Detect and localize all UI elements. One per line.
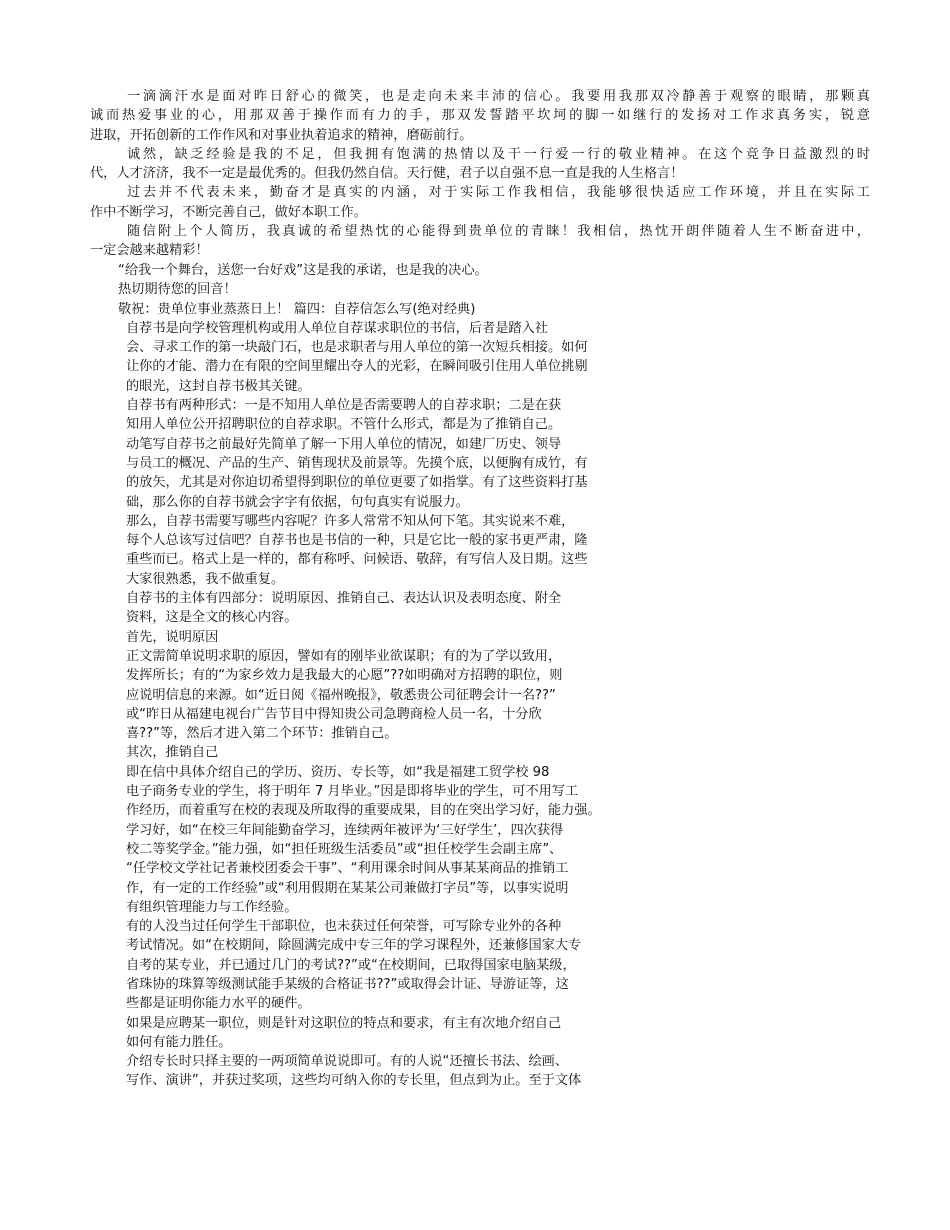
text-line: 敬祝：贵单位事业蒸蒸日上！ 篇四：自荐信怎么写(绝对经典) (118, 301, 476, 317)
text-line: 应说明信息的来源。如“近日阅《福州晚报》，敬悉贵公司征聘会计一名??” (126, 687, 556, 703)
text-line: 如何有能力胜任。 (126, 1034, 232, 1050)
text-line: 知用人单位公开招聘职位的自荐求职。不管什么形式，都是为了推销自己。 (126, 417, 562, 433)
text-line: 让你的才能、潜力在有限的空间里耀出夺人的光彩，在瞬间吸引住用人单位挑剔 (126, 359, 588, 375)
text-line: 自荐书是向学校管理机构或用人单位自荐谋求职位的书信，后者是踏入社 (126, 320, 548, 336)
text-line: 写作、演讲”，并获过奖项，这些均可纳入你的专长里，但点到为止。至于文体 (126, 1073, 582, 1089)
self-recommendation-guide-section (90, 261, 700, 1091)
text-line: 发挥所长；有的“为家乡效力是我最大的心愿”??如明确对方招聘的职位，则 (126, 668, 563, 684)
text-line: 如果是应聘某一职位，则是针对这职位的特点和要求，有主有次地介绍自己 (126, 1015, 562, 1031)
text-line: 省珠协的珠算等级测试能手某级的合格证书??”或取得会计证、导游证等，这 (126, 976, 569, 992)
text-line: 一滴滴汗水是面对昨日舒心的微笑，也是走向未来丰沛的信心。我要用我那双冷静善于观察的眼睛，那颗真 (127, 89, 870, 104)
letter-closing-section (90, 87, 870, 261)
text-line: 进取，开拓创新的工作作风和对事业执着追求的精神，磨砺前行。 (90, 127, 473, 143)
text-line: 电子商务专业的学生，将于明年 7 月毕业。”因是即将毕业的学生，可不用写工 (126, 784, 579, 800)
text-line: 资料，这是全文的核心内容。 (126, 610, 298, 626)
text-line: 的眼光，这封自荐书极其关键。 (126, 378, 311, 394)
text-line: 与员工的概况、产品的生产、销售现状及前景等。先摸个底，以便胸有成竹，有 (126, 455, 588, 471)
text-line: 即在信中具体介绍自己的学历、资历、专长等，如“我是福建工贸学校 98 (126, 764, 550, 780)
text-line: 自考的某专业，并已通过几门的考试??”或“在校期间，已取得国家电脑某级， (126, 957, 576, 973)
text-line: 大家很熟悉，我不做重复。 (126, 571, 285, 587)
text-line: 过去并不代表未来，勤奋才是真实的内涵，对于实际工作我相信，我能够很快适应工作环境，并且在实际工 (127, 185, 870, 201)
text-line: 一定会越来越精彩！ (90, 243, 209, 259)
text-line: 代，人才济济，我不一定是最优秀的。但我仍然自信。天行健，君子以自强不息一直是我的人生格言！ (90, 166, 684, 182)
text-line: 有的人没当过任何学生干部职位，也未获过任何荣誉，可写除专业外的各种 (126, 919, 562, 935)
text-line: 作中不断学习，不断完善自己，做好本职工作。 (90, 204, 367, 220)
text-line: 介绍专长时只择主要的一两项简单说说即可。有的人说“还擅长书法、绘画、 (126, 1054, 569, 1070)
text-line: 其次，推销自己 (126, 745, 219, 761)
text-line: 那么，自荐书需要写哪些内容呢？许多人常常不知从何下笔。其实说来不难， (126, 513, 575, 529)
text-line: 自荐书有两种形式：一是不知用人单位是否需要聘人的自荐求职；二是在获 (126, 398, 562, 414)
text-line: 作，有一定的工作经验”或“利用假期在某某公司兼做打字员”等，以事实说明 (126, 880, 569, 896)
text-line: 考试情况。如“在校期间，除圆满完成中专三年的学习课程外，还兼修国家大专 (126, 938, 582, 954)
text-line: 学习好，如“在校三年间能勤奋学习，连续两年被评为‘三好学生’，四次获得 (126, 822, 564, 838)
text-line: 校二等奖学金。”能力强，如“担任班级生活委员”或“担任校学生会副主席”、 (126, 841, 563, 857)
text-line: 重些而已。格式上是一样的，都有称呼、问候语、敬辞，有写信人及日期。这些 (126, 552, 588, 568)
text-line: 喜??”等，然后才进入第二个环节：推销自己。 (126, 726, 398, 742)
text-line: “给我一个舞台，送您一台好戏”这是我的承诺，也是我的决心。 (118, 263, 488, 278)
text-line: “任学校文学社记者兼校团委会干事”、“利用课余时间从事某某商品的推销工 (126, 861, 569, 877)
text-line: 的放矢，尤其是对你迫切希望得到职位的单位更要了如指掌。有了这些资料打基 (126, 475, 588, 491)
text-line: 或“昨日从福建电视台广告节目中得知贵公司急聘商检人员一名，十分欣 (126, 706, 542, 722)
text-line: 每个人总该写过信吧？自荐书也是书信的一种，只是它比一般的家书更严肃，隆 (126, 533, 588, 549)
text-line: 作经历，而着重写在校的表现及所取得的重要成果，目的在突出学习好，能力强。 (126, 803, 601, 819)
text-line: 首先，说明原因 (126, 629, 219, 645)
text-line: 诚而热爱事业的心，用那双善于操作而有力的手，那双发誓踏平坎坷的脚一如继行的发扬对工作求真务实，锐意 (90, 108, 870, 124)
text-line: 动笔写自荐书之前最好先简单了解一下用人单位的情况，如建厂历史、领导 (126, 436, 562, 452)
text-line: 些都是证明你能力水平的硬件。 (126, 996, 311, 1012)
text-line: 随信附上个人简历，我真诚的希望热忱的心能得到贵单位的青睐！我相信，热忱开朗伴随着人生不断奋进中， (127, 224, 870, 240)
text-line: 有组织管理能力与工作经验。 (126, 899, 298, 915)
text-line: 正文需简单说明求职的原因，譬如有的刚毕业欲谋职；有的为了学以致用， (126, 648, 562, 664)
text-line: 础，那么你的自荐书就会字字有依据，句句真实有说服力。 (126, 494, 469, 510)
text-line: 会、寻求工作的第一块敲门石，也是求职者与用人单位的第一次短兵相接。如何 (126, 340, 588, 356)
text-line: 诚然，缺乏经验是我的不足，但我拥有饱满的热情以及干一行爱一行的敬业精神。在这个竞争日益激烈的时 (127, 146, 870, 162)
text-line: 自荐书的主体有四部分：说明原因、推销自己、表达认识及表明态度、附全 (126, 591, 562, 607)
text-line: 热切期待您的回音！ (118, 282, 237, 298)
